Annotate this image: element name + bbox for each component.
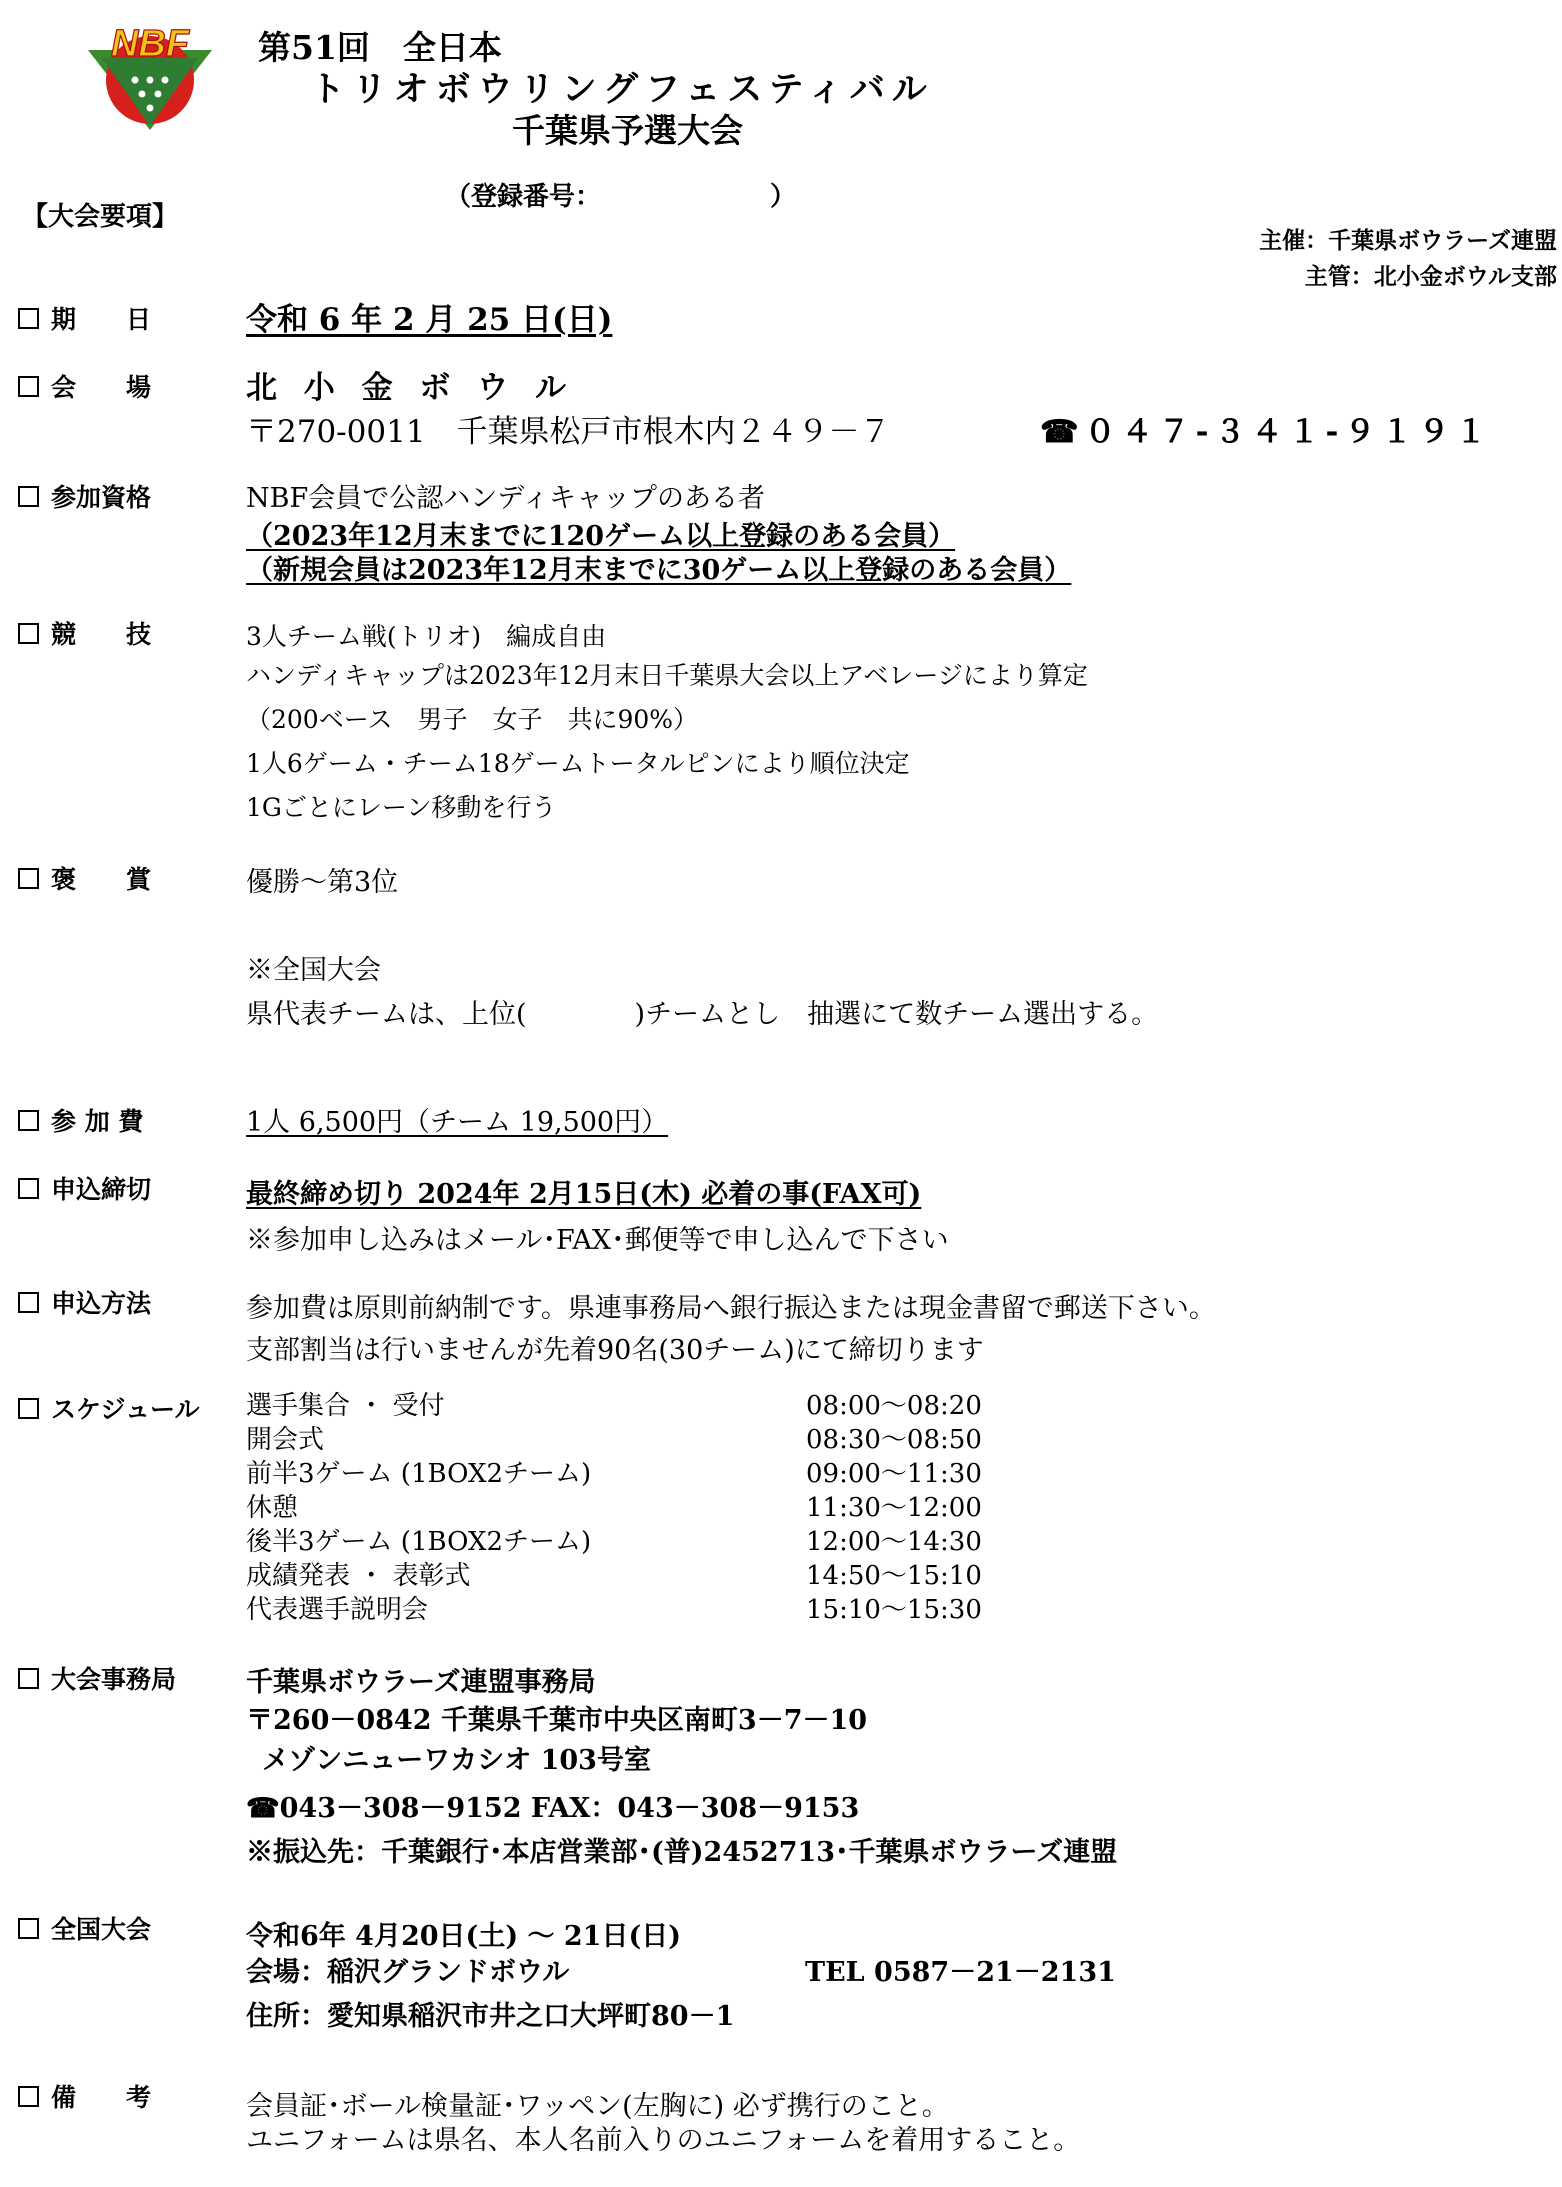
date-label: 期 日 [18,300,151,336]
office-line5: ※振込先：千葉銀行･本店営業部･(普)2452713･千葉県ボウラーズ連盟 [246,1837,1118,1868]
competition-line5: 1Gごとにレーン移動を行う [246,793,557,822]
schedule-row: 後半3ゲーム (1BOX2チーム) 12:00～14:30 [246,1526,982,1557]
national-label: 全国大会 [18,1910,151,1946]
checkbox-icon [18,1110,39,1131]
nbf-logo [80,18,220,133]
checkbox-icon [18,1292,39,1313]
manager: 主管：北小金ボウル支部 [1304,263,1557,290]
schedule-row: 代表選手説明会 15:10～15:30 [246,1594,982,1625]
remarks-label: 備 考 [18,2078,151,2114]
schedule-row: 休憩 11:30～12:00 [246,1492,982,1523]
remarks-line1: 会員証･ボール検量証･ワッペン(左胸に) 必ず携行のこと。 [246,2091,949,2122]
checkbox-icon [18,1918,39,1939]
organizer: 主催：千葉県ボウラーズ連盟 [1259,227,1557,254]
checkbox-icon [18,308,39,329]
checkbox-icon [18,1178,39,1199]
checkbox-icon [18,2086,39,2107]
venue-name: 北 小 金 ボ ウ ル [246,370,574,406]
competition-line2: ハンディキャップは2023年12月末日千葉県大会以上アベレージにより算定 [246,661,1088,690]
eligibility-label: 参加資格 [18,478,151,514]
office-line1: 千葉県ボウラーズ連盟事務局 [246,1667,596,1698]
national-tel: TEL 0587－21－2131 [805,1957,1116,1988]
eligibility-line2: （2023年12月末までに120ゲーム以上登録のある会員） [246,521,956,552]
national-line3: 住所：愛知県稲沢市井之口大坪町80－1 [246,2001,735,2032]
national-line2: 会場：稲沢グランドボウル [246,1957,570,1988]
checkbox-icon [18,868,39,889]
checkbox-icon [18,486,39,507]
office-line4: ☎043－308－9152 FAX：043－308－9153 [246,1793,860,1824]
fee-value: 1人 6,500円（チーム 19,500円） [246,1107,669,1138]
venue-phone: ☎０４７-３４１-９１９１ [1040,414,1493,450]
competition-line3: （200ベース 男子 女子 共に90%） [246,705,699,734]
method-label: 申込方法 [18,1284,151,1320]
office-line3: メゾンニューワカシオ 103号室 [262,1745,651,1776]
deadline-line2: ※参加申し込みはメール･FAX･郵便等で申し込んで下さい [246,1225,949,1256]
checkbox-icon [18,376,39,397]
method-line2: 支部割当は行いませんが先着90名(30チーム)にて締切ります [246,1335,984,1366]
fee-label: 参 加 費 [18,1102,143,1138]
section-label: 【大会要項】 [22,202,179,232]
competition-line1: 3人チーム戦(トリオ) 編成自由 [246,622,607,651]
awards-label: 褒 賞 [18,860,151,896]
registration-number: （登録番号： ） [445,182,797,212]
checkbox-icon [18,623,39,644]
awards-note-title: ※全国大会 [246,955,381,986]
national-line1: 令和6年 4月20日(土) ～ 21日(日) [246,1921,682,1952]
eligibility-line3: （新規会員は2023年12月末までに30ゲーム以上登録のある会員） [246,555,1072,586]
method-line1: 参加費は原則前納制です。県連事務局へ銀行振込または現金書留で郵送下さい。 [246,1293,1216,1324]
venue-address: 〒270-0011 千葉県松戸市根木内２４９－７ [246,414,891,450]
schedule-row: 成績発表 ・ 表彰式 14:50～15:10 [246,1560,982,1591]
competition-line4: 1人6ゲーム・チーム18ゲームトータルピンにより順位決定 [246,749,910,778]
schedule-table [246,1386,982,1624]
awards-note-body: 県代表チームは、上位( )チームとし 抽選にて数チーム選出する。 [246,999,1159,1030]
office-label: 大会事務局 [18,1660,176,1696]
svg-text:NBF: NBF [110,23,190,65]
schedule-label: スケジュール [18,1390,200,1426]
checkbox-icon [18,1398,39,1419]
schedule-row: 選手集合 ・ 受付 08:00～08:20 [246,1390,982,1421]
deadline-line1: 最終締め切り 2024年 2月15日(木) 必着の事(FAX可) [246,1179,922,1210]
checkbox-icon [18,1668,39,1689]
venue-label: 会 場 [18,368,151,404]
competition-label: 競 技 [18,615,151,651]
date-value: 令和 6 年 2 月 25 日(日) [246,302,613,338]
awards-line1: 優勝～第3位 [246,867,399,898]
title-line2: トリオボウリングフェスティバル [310,69,934,110]
schedule-row: 開会式 08:30～08:50 [246,1424,982,1455]
schedule-row: 前半3ゲーム (1BOX2チーム) 09:00～11:30 [246,1458,982,1489]
remarks-line2: ユニフォームは県名、本人名前入りのユニフォームを着用すること。 [246,2125,1081,2156]
office-line2: 〒260－0842 千葉県千葉市中央区南町3－7－10 [246,1705,868,1736]
title-line3: 千葉県予選大会 [512,111,743,150]
deadline-label: 申込締切 [18,1170,151,1206]
title-line1: 第51回 全日本 [258,28,502,67]
eligibility-line1: NBF会員で公認ハンディキャップのある者 [246,483,766,514]
